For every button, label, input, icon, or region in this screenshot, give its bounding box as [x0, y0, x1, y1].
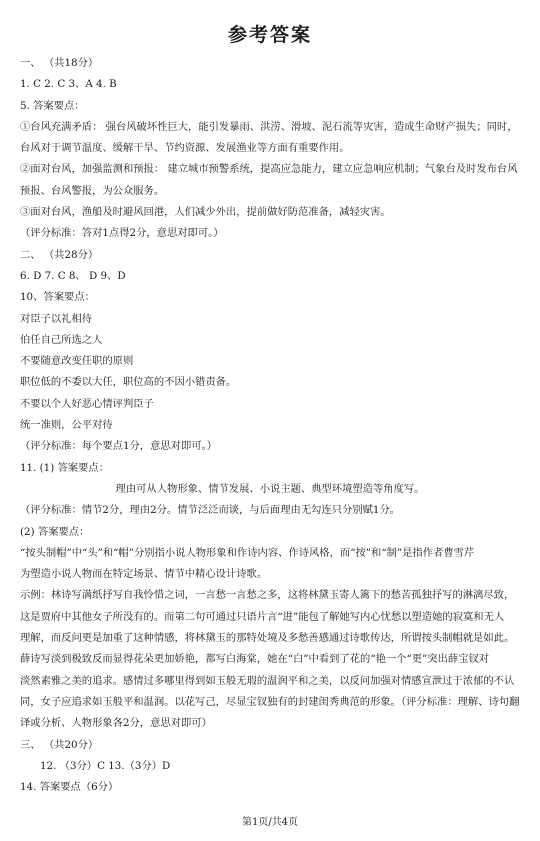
answer-line: 职位低的不委以大任，职位高的不因小错责备。	[20, 376, 237, 389]
answer-line: 这是贾府中其他女子所没有的。而第二句可通过只语片言“进”能包了解她写内心忧愁以塑造她的寂寞和无人	[20, 610, 505, 623]
answer-line: 统一准则，公平对待	[20, 419, 113, 432]
answer-line: 14. 答案要点（6分）	[20, 781, 119, 794]
section-heading: 一、 （共18分）	[20, 57, 99, 69]
scoring-note: （评分标准：情节2分，理由2分。情节泛泛而谈，与后面理由无勾连只分别赋1分。	[20, 504, 401, 517]
answer-line: 台风对于调节温度、缓解干旱、节约资源、发展渔业等方面有重要作用。	[20, 142, 350, 155]
section-heading: 二、 （共28分）	[20, 248, 99, 261]
answer-line: 薛诗写淡到极致反而显得花朵更加娇艳，都写白海棠，她在“白”中看到了花的“艳一个“更”突出薛宝钗对	[20, 653, 490, 666]
page-footer: 第1页/共4页	[241, 817, 299, 828]
answer-line: 理由可从人物形象、情节发展、小说主题、典型环境塑造等角度写。	[115, 482, 425, 495]
scoring-note: 译或分析、人物形象各2分，意思对即可）	[20, 717, 212, 730]
answer-line: 不要随意改变任职的原则	[20, 355, 134, 368]
page-title: 参考答案	[227, 24, 312, 46]
scoring-note: （评分标准：每个要点1分，意思对即可。）	[20, 440, 218, 453]
answer-line: 1. C 2. C 3、A 4. B	[20, 78, 117, 91]
answer-line: 12. （3分）C 13.（3分）D	[40, 759, 171, 772]
answer-line: 为塑造小说人物而在特定场景、情节中精心设计诗歌。	[20, 568, 268, 581]
answer-line: 示例：林诗写满纸抒写自我怜惜之词，一言愁一言愁之多，这将林黛玉寄人篱下的愁苦孤独抒写的淋漓尽致，	[20, 589, 515, 602]
answer-line: 不要以个人好恶心情评判臣子	[20, 397, 154, 410]
answer-line: “按头制帽”中“头”和“帽”分别指小说人物形象和作诗内容、作诗风格，而“按”和“制”是指作者曹雪芹	[20, 546, 475, 559]
answer-line: ③面对台风，渔船及时避风回港，人们减少外出，提前做好防范准备，减轻灾害。	[20, 206, 391, 219]
answer-line: 5. 答案要点：	[20, 99, 85, 112]
answer-line: 10、答案要点：	[20, 291, 95, 304]
answer-line: 伯任自己所选之人	[20, 333, 103, 346]
answer-line: 11. (1) 答案要点：	[20, 461, 109, 474]
answer-line: ②面对台风，加强监测和预报： 建立城市预警系统，提高应急能力，建立应急响应机制；气象台及时发布台风	[20, 163, 518, 176]
answer-line: 理解，而反问更是加重了这种情感，将林黛玉的那特处境及多愁善感通过诗歌传达，所谓按头制帽就是如此。	[20, 632, 515, 645]
answer-line: (2) 答案要点：	[20, 525, 90, 538]
section-heading: 三、 （共20分）	[20, 738, 99, 751]
answer-line: 对臣子以礼相待	[20, 312, 93, 325]
answer-line: 同，女子应追求如玉般平和温润。以花写己，尽显宝钗独有的封建闺秀典范的形象。（评分标准：理解、诗句翻	[20, 695, 520, 708]
scoring-note: （评分标准：答对1点得2分，意思对即可。）	[20, 227, 224, 240]
answer-line: 预报、台风警报，为公众服务。	[20, 184, 165, 197]
answer-content	[20, 53, 520, 798]
answer-line: ①台风充满矛盾： 强台风破坏性巨大，能引发暴雨、洪涝、滑坡、泥石流等灾害，造成生命财产损失；同时，	[20, 120, 518, 133]
answer-line: 6. D 7. C 8、 D 9、D	[20, 269, 126, 282]
answer-line: 淡然素雅之美的追求。感情过多哪里得到如玉般无瑕的温润平和之美，以反问加强对情感宣泄过于浓郁的不认	[20, 674, 515, 687]
